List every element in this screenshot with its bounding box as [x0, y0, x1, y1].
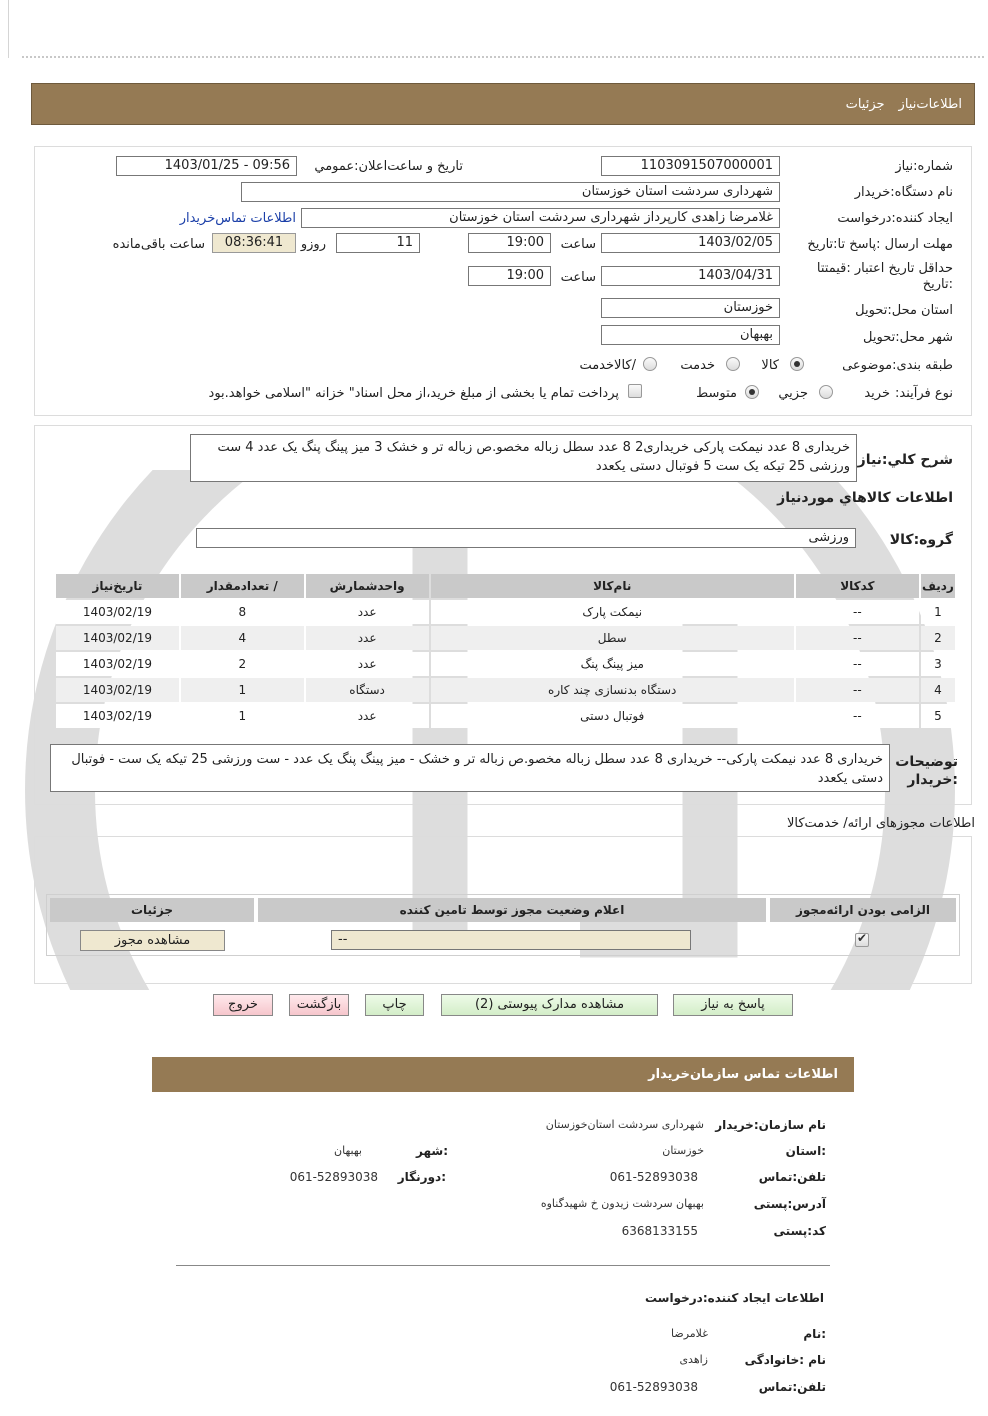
org-phone-label: تلفن:تماس: [758, 1170, 826, 1184]
buyer-notes-label-line1: توضیحات: [895, 754, 958, 770]
col-unit: واحدشمارش: [306, 574, 429, 598]
permit-col-status: اعلام وضعیت مجوز توسط تامین کننده: [258, 898, 766, 922]
cell-row: 2: [921, 626, 955, 650]
org-city-value: بهبهان: [334, 1144, 362, 1157]
cell-date: 1403/02/19: [56, 704, 179, 728]
requester-phone-label: تلفن:تماس: [758, 1380, 826, 1394]
goods-table-header: [56, 574, 955, 598]
cell-name: فوتبال دستی: [431, 704, 794, 728]
print-button[interactable]: چاپ: [365, 994, 424, 1016]
org-contact-bar: [152, 1057, 854, 1092]
cell-row: 4: [921, 678, 955, 702]
process-option-medium: متوسط: [696, 386, 737, 401]
cell-unit: دستگاه: [306, 678, 429, 702]
cell-unit: عدد: [306, 626, 429, 650]
reply-date-field[interactable]: 1403/02/05: [601, 233, 780, 253]
org-province-value: خوزستان: [662, 1144, 704, 1157]
org-city-label: :شهر: [416, 1144, 448, 1158]
org-province-label: :استان: [785, 1144, 826, 1158]
cell-unit: عدد: [306, 600, 429, 624]
reply-to-need-button[interactable]: پاسخ به نیاز: [673, 994, 793, 1016]
view-attachments-button[interactable]: مشاهده مدارک پیوستی (2): [441, 994, 658, 1016]
permit-col-details: جزئیات: [50, 898, 254, 922]
cell-code: --: [796, 600, 919, 624]
buyer-notes-field: خریداری 8 عدد نیمکت پارکی-- خریداری 8 عدد سطل زباله مخصو.ص زباله تر و خشک - میز پینگ پنگ یک عدد - ست ورزشی 25 تیکه یک ست - فوتبال دستی یکعدد: [50, 744, 890, 792]
cell-row: 3: [921, 652, 955, 676]
goods-info-heading: اطلاعات کالاهاي مورد‌نیاز: [777, 490, 953, 506]
process-radio-minor[interactable]: [819, 385, 833, 399]
table-row: [56, 600, 955, 624]
cell-name: سطل: [431, 626, 794, 650]
treasury-payment-checkbox[interactable]: [628, 384, 642, 398]
org-name-value: شهرداری سردشت استان‌خوزستان: [545, 1118, 704, 1131]
general-desc-label: شرح کلي:نیاز: [857, 452, 953, 468]
cell-date: 1403/02/19: [56, 626, 179, 650]
reply-time-field[interactable]: 19:00: [468, 233, 551, 253]
table-row: [56, 626, 955, 650]
org-fax-label: :دورنگار: [397, 1170, 446, 1184]
cell-qty: 1: [181, 678, 304, 702]
org-fax-value: 061-52893038: [289, 1170, 378, 1184]
org-address-value: بهبهان سردشت زیدون خ شهیدگناوه: [540, 1197, 704, 1210]
buyer-org-field[interactable]: شهرداری سردشت استان خوزستان: [241, 182, 780, 202]
cell-name: نیمکت پارک: [431, 600, 794, 624]
exit-button[interactable]: خروج: [213, 994, 273, 1016]
validity-time-field[interactable]: 19:00: [468, 266, 551, 286]
page-left-rule: [8, 0, 9, 58]
cell-unit: عدد: [306, 652, 429, 676]
cell-row: 1: [921, 600, 955, 624]
buyer-contact-link[interactable]: اطلاعات تماس‌خریدار: [179, 211, 296, 226]
cell-name: میز پینگ پنگ: [431, 652, 794, 676]
days-label: روزو: [300, 237, 326, 252]
category-radio-goods-service[interactable]: [643, 357, 657, 371]
col-code: کدکالا: [796, 574, 919, 598]
remaining-time-field: 08:36:41: [212, 233, 296, 253]
requester-title: اطلاعات ایجاد کننده:درخواست: [644, 1291, 824, 1305]
org-postal-label: کد:پستی: [773, 1224, 826, 1238]
cell-code: --: [796, 626, 919, 650]
org-name-label: نام سازمان:خریدار: [715, 1118, 826, 1132]
cell-date: 1403/02/19: [56, 652, 179, 676]
process-option-minor: جزیي: [778, 386, 808, 401]
cell-qty: 2: [181, 652, 304, 676]
creator-field[interactable]: غلامرضا زاهدی کارپرداز شهرداری سردشت استان خوزستان: [301, 208, 780, 228]
back-button[interactable]: بازگشت: [289, 994, 349, 1016]
tab-details[interactable]: جزئیات: [845, 97, 885, 112]
days-field[interactable]: 11: [336, 233, 420, 253]
province-label: استان محل:تحویل: [855, 303, 953, 318]
category-option-goods: کالا: [761, 358, 779, 373]
category-radio-service[interactable]: [726, 357, 740, 371]
reply-time-label: ساعت: [560, 237, 596, 252]
cell-date: 1403/02/19: [56, 600, 179, 624]
org-address-label: آدرس:پستی: [753, 1197, 826, 1211]
contact-separator: [176, 1265, 830, 1266]
cell-row: 5: [921, 704, 955, 728]
need-number-field[interactable]: 1103091507000001: [601, 156, 780, 176]
org-contact-title: اطلاعات تماس سازمان‌خریدار: [648, 1067, 838, 1082]
cell-code: --: [796, 678, 919, 702]
remaining-time-label: ساعت باقی‌مانده: [112, 237, 205, 252]
general-desc-field: خریداری 8 عدد نیمکت پارکی خریداری2 8 عدد سطل زباله مخصو.ص زباله تر و خشک 3 میز پینگ پنگ یک عدد 4 ست ورزشی 25 تیکه یک ست 5 فوتبال دستی یکعدد: [190, 434, 857, 482]
breadcrumb: [832, 97, 962, 112]
announce-field[interactable]: 1403/01/25 - 09:56: [116, 156, 297, 176]
category-option-service: خدمت: [680, 358, 715, 373]
validity-label-line2: :تاریخ: [922, 277, 953, 292]
permit-status-field: --: [331, 930, 691, 950]
table-row: [56, 704, 955, 728]
col-name: نام‌کالا: [431, 574, 794, 598]
process-radio-medium[interactable]: [745, 385, 759, 399]
province-field[interactable]: خوزستان: [601, 298, 780, 318]
buyer-org-label: نام دستگاه:خریدار: [854, 185, 953, 200]
announce-label: تاریخ و ساعت‌اعلان:عمومي: [314, 159, 463, 174]
requester-first-name-label: :نام: [803, 1327, 826, 1341]
requester-last-name-value: زاهدی: [679, 1353, 708, 1366]
tab-need-info[interactable]: اطلاعات‌نیاز: [898, 97, 962, 112]
category-option-goods-service: /کالاخدمت: [579, 358, 636, 373]
cell-unit: عدد: [306, 704, 429, 728]
requester-last-name-label: نام :خانوادگی: [744, 1353, 826, 1367]
requester-first-name-value: غلامرضا: [671, 1327, 708, 1340]
process-type-label: نوع فرآیند:: [895, 386, 953, 401]
permit-required-checkbox: [855, 933, 869, 947]
buyer-notes-label-line2: :خریدار: [907, 772, 958, 788]
table-row: [56, 678, 955, 702]
cell-qty: 8: [181, 600, 304, 624]
process-buy-label: خرید: [864, 386, 890, 401]
goods-group-field: ورزشی: [196, 528, 856, 548]
details-header-bar: [31, 83, 975, 125]
category-label: طبقه بندی:موضوعی: [842, 358, 953, 373]
table-row: [56, 652, 955, 676]
requester-phone-value: 061-52893038: [609, 1380, 698, 1394]
org-postal-value: 6368133155: [621, 1224, 698, 1238]
city-label: شهر محل:تحویل: [863, 330, 953, 345]
validity-date-field[interactable]: 1403/04/31: [601, 266, 780, 286]
col-qty: / تعدادمقدار: [181, 574, 304, 598]
cell-qty: 4: [181, 626, 304, 650]
col-row: ردیف: [921, 574, 955, 598]
permits-title: اطلاعات مجوزهای ارائه/ خدمت‌کالا: [786, 816, 975, 831]
cell-code: --: [796, 652, 919, 676]
cell-qty: 1: [181, 704, 304, 728]
validity-label-line1: حداقل تاریخ اعتبار :قیمتتا: [816, 261, 953, 276]
validity-time-label: ساعت: [560, 270, 596, 285]
page-top-rule: [22, 56, 984, 58]
creator-label: ایجاد کننده:درخواست: [837, 211, 953, 226]
cell-name: دستگاه بدنسازی چند کاره: [431, 678, 794, 702]
goods-group-label: گروه:کالا: [889, 532, 953, 548]
treasury-payment-note: پرداخت تمام یا بخشی از مبلغ خرید،از محل اسناد" خزانه "اسلامی خواهد.بود: [208, 386, 619, 401]
category-radio-goods[interactable]: [790, 357, 804, 371]
cell-code: --: [796, 704, 919, 728]
need-number-label: شماره:نیاز: [895, 159, 953, 174]
permit-col-required: الزامی بودن ارائه‌مجوز: [770, 898, 956, 922]
org-phone-value: 061-52893038: [609, 1170, 698, 1184]
goods-table: [54, 572, 957, 730]
view-permit-button[interactable]: مشاهده مجوز: [80, 930, 225, 951]
city-field[interactable]: بهبهان: [601, 325, 780, 345]
reply-deadline-label: مهلت ارسال :پاسخ تا:تاریخ: [807, 237, 953, 252]
cell-date: 1403/02/19: [56, 678, 179, 702]
col-date: تاریخ‌نیاز: [56, 574, 179, 598]
